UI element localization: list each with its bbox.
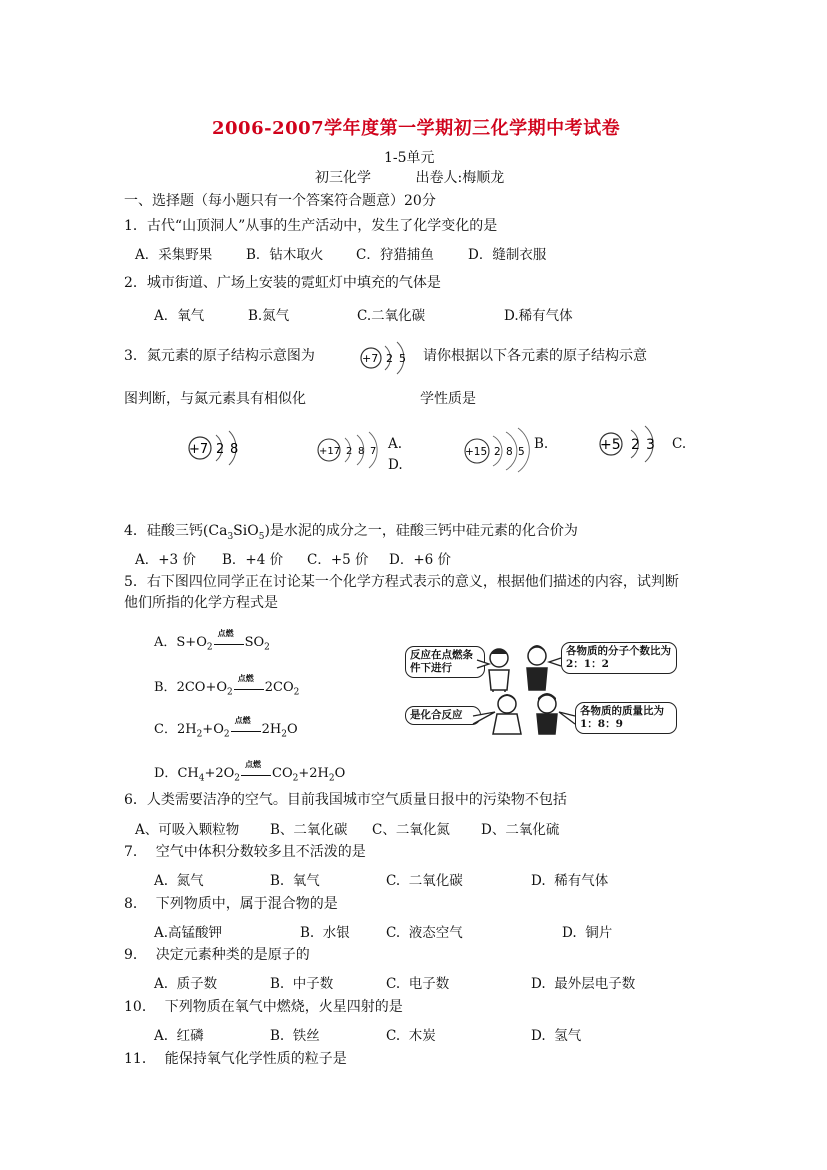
bubble-3: 是化合反应 <box>405 706 481 725</box>
section-heading: 一、选择题（每小题只有一个答案符合题意）20分 <box>124 193 436 209</box>
question-5-line-1: 5．右下图四位同学正在讨论某一个化学方程式表示的意义，根据他们描述的内容，试判断 <box>124 574 679 590</box>
question-10: 10． 下列物质在氧气中燃烧，火星四射的是 <box>124 999 403 1015</box>
question-5-line-2: 他们所指的化学方程式是 <box>124 595 278 611</box>
q4-sub-1: 3 <box>227 531 234 542</box>
atom-4-shell-2: 3 <box>646 437 655 453</box>
q4-option-c: C．+5 价 <box>307 552 369 568</box>
discussion-illustration <box>403 640 679 736</box>
question-3-stem-c: 图判断，与氮元素具有相似化 <box>124 391 306 407</box>
question-1: 1．古代“山顶洞人”从事的生产活动中，发生了化学变化的是 <box>124 218 498 234</box>
q7-option-d: D. 稀有气体 <box>531 873 609 889</box>
q2-option-b: B.氮气 <box>248 308 290 324</box>
q8-option-d: D. 铜片 <box>562 925 613 941</box>
atom-diagram-nitrogen <box>355 340 415 380</box>
atom-2-shell-1: 2 <box>346 446 353 457</box>
atom-1-nucleus: +7 <box>189 442 209 457</box>
q4-stem-b: SiO <box>233 523 259 539</box>
atom-3-shell-2: 8 <box>506 446 513 458</box>
atom-4-nucleus: +5 <box>600 437 621 453</box>
q1-option-d: D．缝制衣服 <box>468 247 547 263</box>
atom-diagram-4 <box>597 424 669 468</box>
q4-stem-c: )是水泥的成分之一，硅酸三钙中硅元素的化合价为 <box>264 523 578 539</box>
atom-2-shell-2: 8 <box>358 446 365 457</box>
atom-4-shell-1: 2 <box>631 437 640 453</box>
atom-3-nucleus: +15 <box>465 446 488 458</box>
q2-option-c: C.二氧化碳 <box>357 308 426 324</box>
q1-option-b: B．钻木取火 <box>246 247 324 263</box>
q8-option-c: C. 液态空气 <box>386 925 463 941</box>
atom-1-shell-2: 8 <box>230 442 239 457</box>
nitrogen-nucleus: +7 <box>362 352 379 365</box>
atom-label-d: D. <box>388 457 403 473</box>
q5-equation-a: A．$S+O_2$ 点燃 $SO_2$ <box>154 627 270 653</box>
exam-title: 2006-2007学年度第一学期初三化学期中考试卷 <box>212 118 621 139</box>
question-7: 7． 空气中体积分数较多且不活泼的是 <box>124 844 366 860</box>
q7-option-b: B. 氧气 <box>270 873 320 889</box>
q6-option-a: A、可吸入颗粒物 <box>135 822 240 838</box>
q10-option-b: B. 铁丝 <box>270 1028 320 1044</box>
question-3-stem-b: 请你根据以下各元素的原子结构示意 <box>423 348 647 364</box>
question-6: 6．人类需要洁净的空气。目前我国城市空气质量日报中的污染物不包括 <box>124 792 567 808</box>
nitrogen-shell-2: 5 <box>399 352 406 365</box>
atom-diagram-3 <box>460 426 532 476</box>
q9-option-b: B. 中子数 <box>270 976 334 992</box>
q5-equation-d: D．$CH_4+2O_2$ 点燃 $CO_2+2H_2O$ <box>154 758 346 784</box>
subtitle: 1-5单元 <box>384 150 435 166</box>
question-11: 11． 能保持氧气化学性质的粒子是 <box>124 1051 347 1067</box>
q5-equation-b: B．$2CO+O_2$ 点燃 $2CO_2$ <box>154 672 300 698</box>
q1-option-c: C．狩猎捕鱼 <box>356 247 434 263</box>
atom-2-shell-3: 7 <box>370 446 377 457</box>
q4-option-d: D．+6 价 <box>389 552 452 568</box>
bubble-4: 各物质的质量比为1：8：9 <box>575 702 677 734</box>
q2-option-a: A．氧气 <box>154 308 205 324</box>
question-2: 2．城市街道、广场上安装的霓虹灯中填充的气体是 <box>124 275 441 291</box>
question-9: 9． 决定元素种类的是原子的 <box>124 947 310 963</box>
q10-option-a: A. 红磷 <box>154 1028 204 1044</box>
atom-1-shell-1: 2 <box>216 442 225 457</box>
meta-line: 初三化学 出卷人:梅顺龙 <box>315 170 505 186</box>
q8-option-a: A.高锰酸钾 <box>154 925 223 941</box>
q9-option-a: A. 质子数 <box>154 976 218 992</box>
atom-2-nucleus: +17 <box>319 446 341 457</box>
atom-label-a: A. <box>388 436 403 452</box>
question-3-stem-a: 3．氮元素的原子结构示意图为 <box>124 348 315 364</box>
q4-sub-2: 5 <box>258 531 265 542</box>
q9-option-d: D. 最外层电子数 <box>531 976 636 992</box>
nitrogen-shell-1: 2 <box>386 352 393 365</box>
q2-option-d: D.稀有气体 <box>504 308 573 324</box>
atom-label-c: C. <box>672 436 687 452</box>
q4-option-a: A．+3 价 <box>135 552 196 568</box>
q1-option-a: A．采集野果 <box>135 247 213 263</box>
q8-option-b: B. 水银 <box>300 925 350 941</box>
q10-option-c: C. 木炭 <box>386 1028 436 1044</box>
q9-option-c: C. 电子数 <box>386 976 450 992</box>
atom-diagram-1 <box>184 428 254 472</box>
q7-option-a: A. 氮气 <box>154 873 204 889</box>
bubble-2: 各物质的分子个数比为2：1：2 <box>561 642 677 674</box>
q4-option-b: B．+4 价 <box>222 552 284 568</box>
q4-stem-a: 4．硅酸三钙(Ca <box>124 523 228 539</box>
atom-3-shell-1: 2 <box>494 446 501 458</box>
q6-option-b: B、二氧化碳 <box>270 822 348 838</box>
question-8: 8． 下列物质中，属于混合物的是 <box>124 896 338 912</box>
atom-label-b: B. <box>534 436 549 452</box>
bubble-1: 反应在点燃条件下进行 <box>405 646 485 678</box>
question-3-stem-d: 学性质是 <box>420 391 476 407</box>
q10-option-d: D. 氢气 <box>531 1028 582 1044</box>
atom-diagram-2 <box>315 430 387 474</box>
atom-3-shell-3: 5 <box>518 446 525 458</box>
q6-option-d: D、二氧化硫 <box>481 822 560 838</box>
q6-option-c: C、二氧化氮 <box>372 822 450 838</box>
question-4 <box>124 522 578 546</box>
q5-equation-c: C．$2H_2+O_2$ 点燃 $2H_2O$ <box>154 714 298 740</box>
q7-option-c: C. 二氧化碳 <box>386 873 463 889</box>
